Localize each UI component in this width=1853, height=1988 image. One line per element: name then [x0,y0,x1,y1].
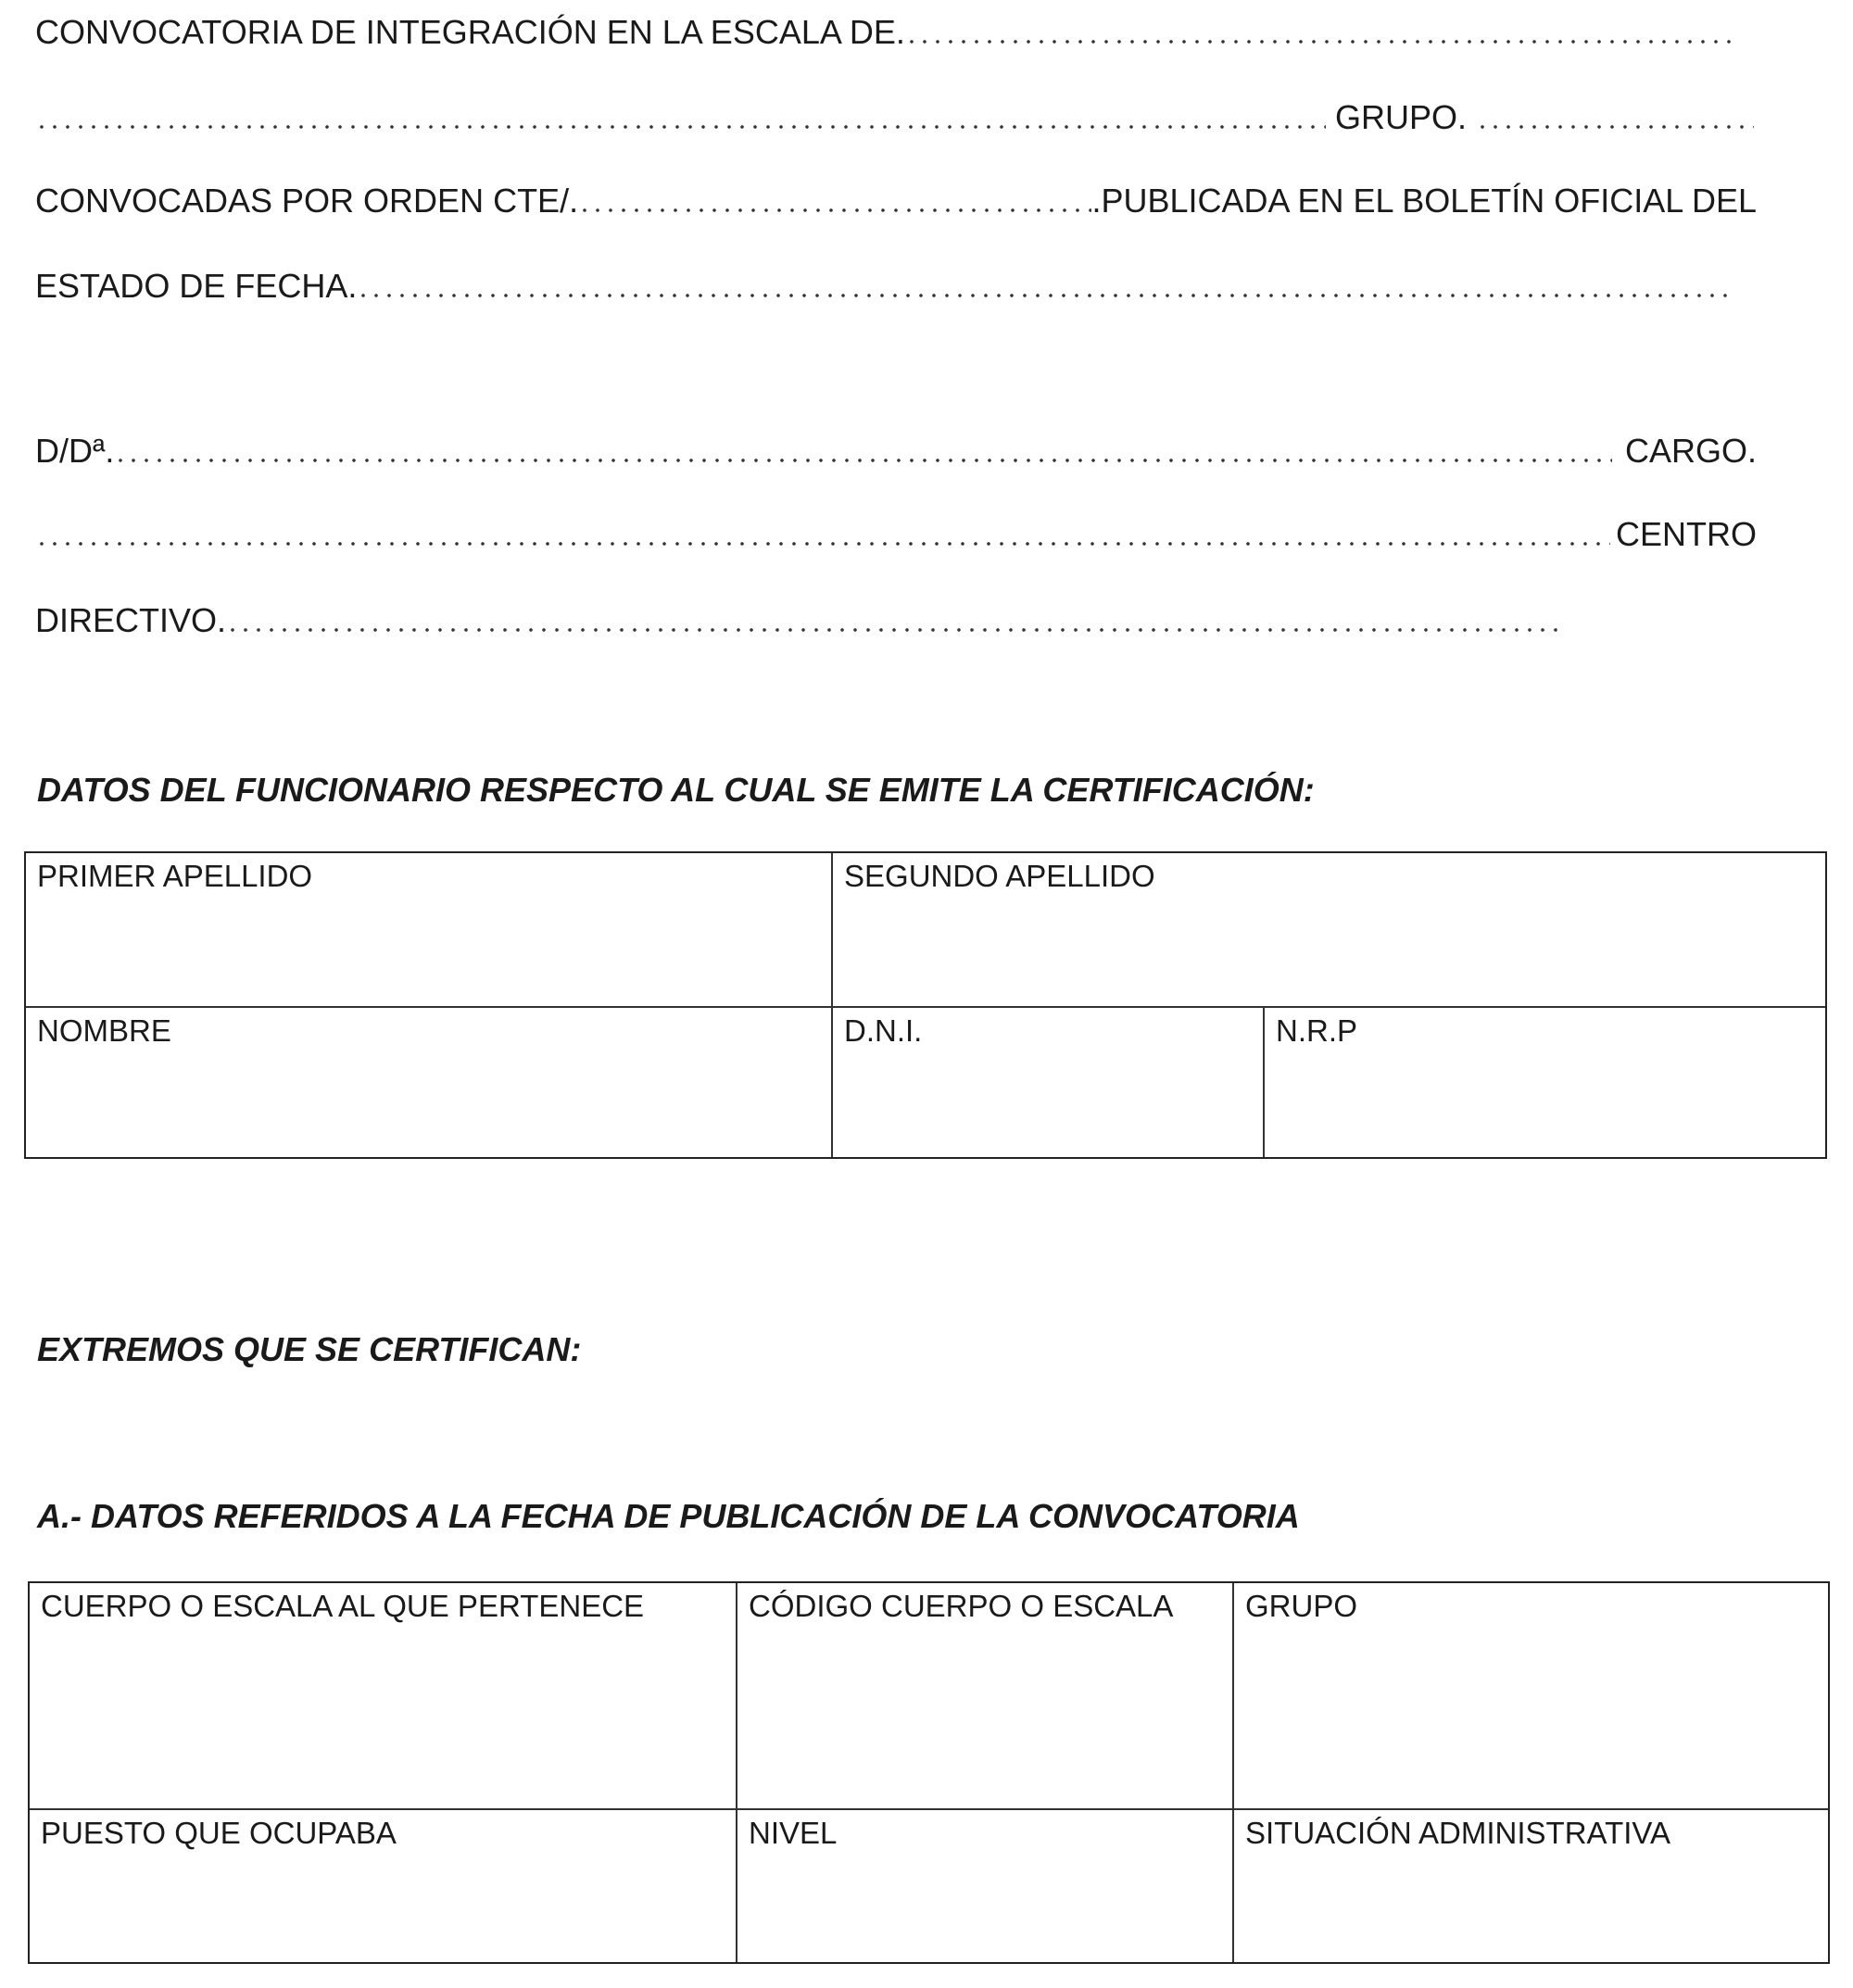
convocatoria-table [28,1581,1830,1964]
fecha-line [35,267,1731,306]
nrp-label: N.R.P [1276,1013,1358,1048]
cuerpo-field[interactable] [30,1583,737,1810]
escala-continuation-fill-field[interactable] [35,124,1326,130]
puesto-field[interactable] [30,1810,737,1962]
convocatoria-line [35,13,1735,52]
dd-fill-field[interactable] [114,458,1612,463]
grupo-field[interactable] [1234,1583,1828,1810]
fecha-label: ESTADO DE FECHA. [35,267,358,305]
funcionario-table [24,851,1827,1159]
grupo-cell-label: GRUPO [1245,1589,1358,1623]
puesto-label: PUESTO QUE OCUPABA [41,1816,397,1850]
situacion-field[interactable] [1234,1810,1828,1962]
fecha-fill-field[interactable] [357,293,1731,298]
segundo-apellido-field[interactable] [833,853,1825,1008]
orden-label: CONVOCADAS POR ORDEN CTE/. [35,182,579,220]
dni-label: D.N.I. [844,1013,923,1048]
primer-apellido-label: PRIMER APELLIDO [37,859,313,893]
nombre-label: NOMBRE [37,1013,171,1048]
cargo-fill-field[interactable] [35,541,1610,547]
extremos-heading: EXTREMOS QUE SE CERTIFICAN: [37,1330,582,1368]
primer-apellido-field[interactable] [26,853,833,1008]
cuerpo-label: CUERPO O ESCALA AL QUE PERTENECE [41,1589,645,1623]
orden-line [35,182,1757,220]
grupo-label: GRUPO. [1334,98,1467,136]
nivel-label: NIVEL [749,1816,838,1850]
segundo-apellido-label: SEGUNDO APELLIDO [844,859,1155,893]
directivo-line [35,601,1564,640]
nombre-cargo-line [35,432,1757,471]
orden-fill-field[interactable] [578,208,1091,213]
codigo-label: CÓDIGO CUERPO O ESCALA [749,1589,1174,1623]
nivel-field[interactable] [737,1810,1234,1962]
datos-convocatoria-heading: A.- DATOS REFERIDOS A LA FECHA DE PUBLICACIÓN DE LA CONVOCATORIA [37,1497,1300,1535]
convocatoria-label: CONVOCATORIA DE INTEGRACIÓN EN LA ESCALA DE. [35,13,905,51]
codigo-field[interactable] [737,1583,1234,1810]
directivo-label: DIRECTIVO. [35,601,227,639]
dni-field[interactable] [833,1008,1265,1157]
situacion-label: SITUACIÓN ADMINISTRATIVA [1245,1816,1670,1850]
cargo-label: CARGO. [1624,432,1757,470]
publicada-label: .PUBLICADA EN EL BOLETÍN OFICIAL DEL [1091,182,1757,220]
escala-fill-field[interactable] [905,39,1735,44]
dd-label: D/Dª. [35,432,115,470]
grupo-fill-field[interactable] [1476,124,1754,130]
centro-label: CENTRO [1616,515,1757,553]
nombre-field[interactable] [26,1008,833,1157]
grupo-line [35,98,1754,137]
directivo-fill-field[interactable] [226,627,1564,633]
centro-line [35,515,1757,554]
nrp-field[interactable] [1265,1008,1825,1157]
funcionario-heading: DATOS DEL FUNCIONARIO RESPECTO AL CUAL SE EMITE LA CERTIFICACIÓN: [37,771,1315,809]
